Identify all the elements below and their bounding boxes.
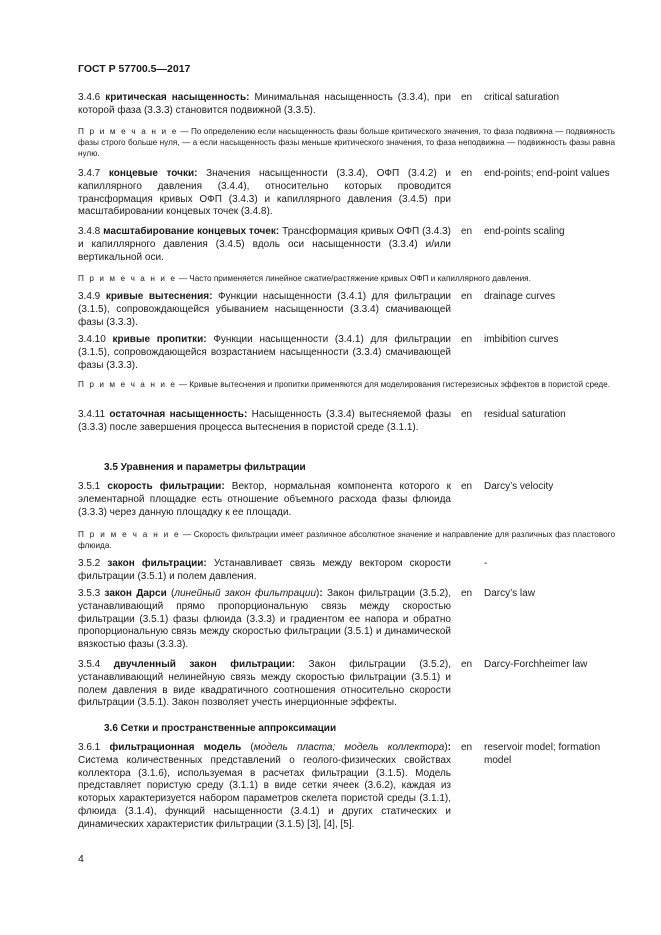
definition-text: Система количественных представлений о геолого-физических свойствах коллектора (3.1.6), используемая в расчетах фильтрации (3.1.5). Модель представляет пористую среду (3.1.1) в виде сетки ячеек (3.6.2), каждая из которых характеризуется набором параметров скелета пористой среды (3.1.1), флюида (3.1.4), функций насыщенности (3.4.1) и других статических и динамических характеристик фильтрации (3.1.5) [3], [4], [5]. [78,754,451,830]
english-equivalent: critical saturation [484,92,560,103]
note [78,379,615,390]
term-definition [78,168,451,219]
term-name: закон фильтрации: [107,558,207,569]
english-equivalent: Darcy’s velocity [484,481,554,492]
note-text: — Часто применяется линейное сжатие/растяжение кривых ОФП и капиллярного давления. [176,274,531,283]
note-label: П р и м е ч а н и е [78,380,177,389]
english-equivalent: Darcy-Forchheimer law [484,659,588,670]
term-name: фильтрационная модель [109,742,242,753]
lang-code: en [461,92,473,103]
note-label: П р и м е ч а н и е [78,274,177,283]
term-number: 3.4.8 [78,226,101,237]
lang-code: en [461,291,473,302]
lang-code: en [461,742,473,753]
english-equivalent: end-points scaling [484,226,565,237]
note [78,126,615,160]
term-definition [78,659,451,710]
term-definition [78,291,451,329]
english-equivalent: Darcy’s law [484,588,535,599]
definition-text: Устанавливает связь между вектором скорости фильтрации (3.5.1) и полем давления. [78,558,452,582]
page-number: 4 [78,853,84,865]
note-label: П р и м е ч а н и е [78,530,181,539]
term-name: критическая насыщенность: [105,92,250,103]
document-header: ГОСТ Р 57700.5—2017 [78,63,191,75]
definition-text: Закон фильтрации (3.5.2), устанавливающий нелинейную связь между скоростью фильтрации (3.5.1) и полем давления в виде квадратичного соотношения относительно скорости фильтрации (3.5.1). Закон позволяет учесть инерционные эффекты. [78,659,452,709]
term-definition [78,226,451,264]
definition-text: Значения насыщенности (3.3.4), ОФП (3.4.2) и капиллярного давления (3.4.4), относительно которых проводится трансформация кривых ОФП (3.4.3) и капиллярного давления (3.4.5) при масштабировании концевых точек (3.4.8). [78,168,452,218]
term-name: кривые вытеснения: [105,291,213,302]
term-number: 3.6.1 [78,742,101,753]
english-equivalent: - [484,558,488,569]
term-name: кривые пропитки: [112,334,207,345]
term-number: 3.4.11 [78,409,106,420]
term-definition [78,92,451,118]
term-number: 3.5.4 [78,659,101,670]
term-number: 3.4.6 [78,92,101,103]
term-definition [78,481,451,519]
section-heading: 3.6 Сетки и пространственные аппроксимации [104,723,337,734]
english-equivalent: imbibition curves [484,334,559,345]
english-equivalent: reservoir model; formation model [484,742,601,766]
definition-text: Минимальная насыщенность (3.3.4), при которой фаза (3.3.3) становится подвижной (3.3.5). [78,92,452,116]
lang-code: en [461,588,473,599]
term-name: скорость фильтрации: [107,481,225,492]
note-text: — Скорость фильтрации имеет различное абсолютное значение и направление для различных фаз пластового флюида. [78,530,615,551]
term-number: 3.5.2 [78,558,101,569]
lang-code: en [461,409,473,420]
section-heading: 3.5 Уравнения и параметры фильтрации [104,462,306,473]
term-number: 3.4.10 [78,334,106,345]
term-definition [78,334,451,372]
term-definition: 3.6.1 фильтрационная модель (модель пласта; модель коллектора): Система количественных представлений о геолого-физических свойствах коллектора (3.1.6), используемая в расчетах фильтрации (3.1.5). Модель представляет пористую среду (3.1.1) в виде сетки ячеек (3.6.2), каждая из которых характеризуется набором параметров скелета пористой среды (3.1.1), флюида (3.1.4), функций насыщенности (3.4.1) и других статических и динамических характеристик фильтрации (3.1.5) [3], [4], [5]. [78,742,452,830]
lang-code: en [461,334,473,345]
note-label: П р и м е ч а н и е [78,127,178,136]
lang-code: en [461,481,473,492]
definition-text: Трансформация кривых ОФП (3.4.3) и капиллярного давления (3.4.5) вдоль оси насыщенности (3.3.4) и/или вертикальной оси. [78,226,451,263]
term-definition: 3.5.3 закон Дарси (линейный закон фильтрации): Закон фильтрации (3.5.2), устанавливающий прямо пропорциональную связь между скоростью фильтрации (3.5.1) фазы флюида (3.3.3) и градиентом ее напора и обратно пропорциональную связь между скоростью фильтрации (3.5.1) и динамической вязкостью фазы (3.3.3). [78,588,452,651]
term-name: остаточная насыщенность: [109,409,248,420]
definition-text: Закон фильтрации (3.5.2), устанавливающий прямо пропорциональную связь между скоростью фильтрации (3.5.1) фазы флюида (3.3.3) и градиентом ее напора и обратно пропорциональную связь между скоростью фильтрации (3.5.1) и динамической вязкостью фазы (3.3.3). [78,588,452,651]
term-name: масштабирование концевых точек: [103,226,280,237]
term-number: 3.4.9 [78,291,101,302]
term-name: концевые точки: [108,168,198,179]
term-synonym: линейный закон фильтрации [174,588,317,599]
term-number: 3.5.3 [78,588,101,599]
term-synonym: модель пласта; модель коллектора [253,742,445,753]
note-text: — Кривые вытеснения и пропитки применяются для моделирования гистерезисных эффектов в пористой среде. [176,380,610,389]
definition-text: Вектор, нормальная компонента которого к элементарной площадке есть отношение объемного расхода фазы флюида (3.3.3) через данную площадку к ее площади. [78,481,451,518]
term-number: 3.5.1 [78,481,101,492]
definition-text: Насыщенность (3.3.4) вытесняемой фазы (3.3.3) после завершения процесса вытеснения в пористой среде (3.1.1). [78,409,452,433]
note [78,273,615,284]
lang-code: en [461,659,473,670]
note [78,529,615,551]
lang-code: en [461,168,473,179]
term-number: 3.4.7 [78,168,101,179]
definition-text: Функции насыщенности (3.4.1) для фильтрации (3.1.5), сопровождающейся возрастанием насыщенности (3.3.4) смачивающей фазы (3.3.3). [78,334,451,371]
term-definition [78,558,451,584]
english-equivalent: end-points; end-point values [484,168,610,179]
term-definition [78,409,451,435]
lang-code: en [461,226,473,237]
english-equivalent: residual saturation [484,409,566,420]
note-text: — По определению если насыщенность фазы больше критического значения, то фаза подвижна — подвижность фазы строго больше нуля, — а если насыщенность фазы меньше критического значения, то фаза неподвижна — подвижность фазы равна нулю. [78,127,615,159]
definition-text: Функции насыщенности (3.4.1) для фильтрации (3.1.5), сопровождающейся убыванием насыщенности (3.3.4) смачивающей фазы (3.3.3). [78,291,451,328]
term-name: закон Дарси [104,588,167,599]
english-equivalent: drainage curves [484,291,556,302]
term-name: двучленный закон фильтрации: [113,659,296,670]
